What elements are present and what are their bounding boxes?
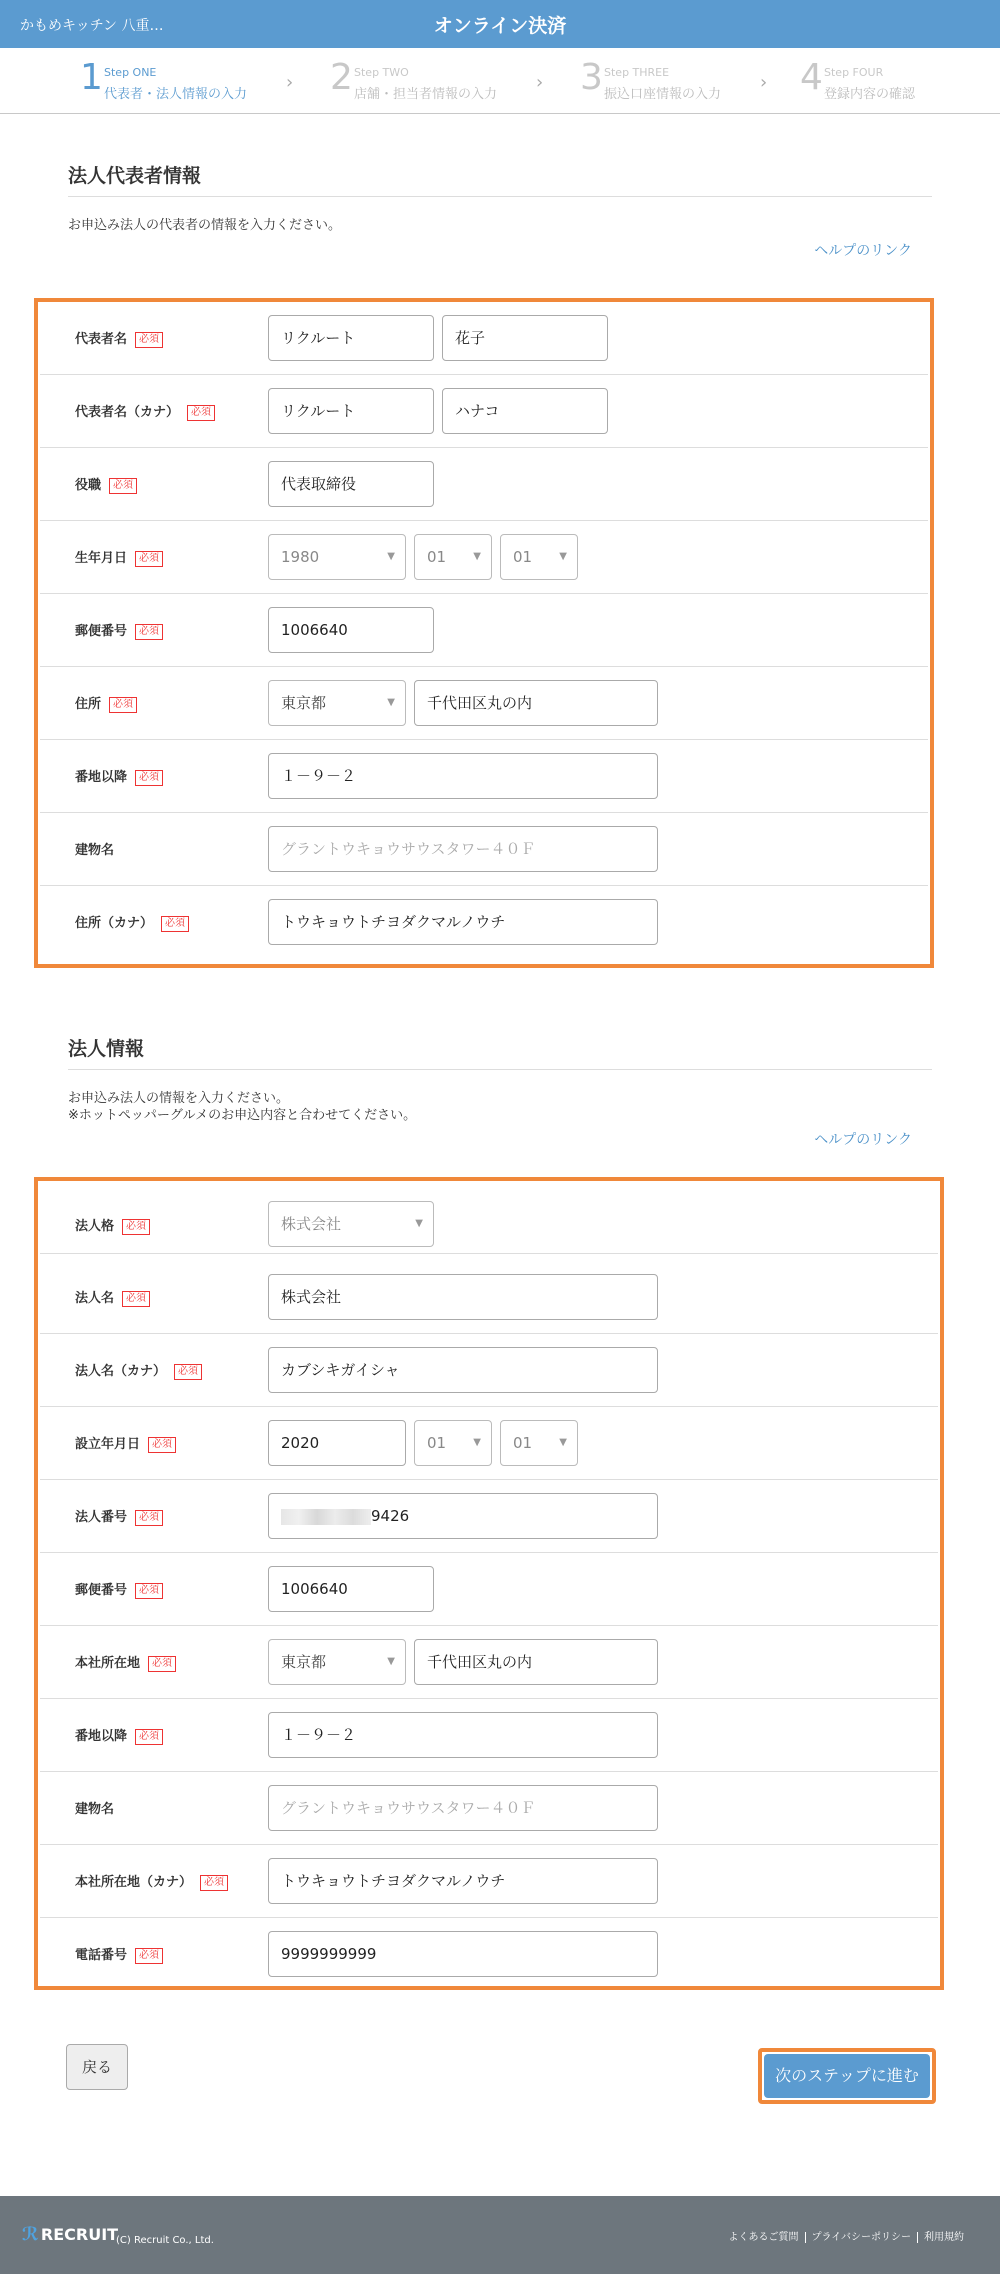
next-button-highlight <box>758 2048 936 2104</box>
required-badge: 必須 <box>174 1364 202 1380</box>
birth-year-select[interactable]: 1980 ▼ <box>268 534 406 580</box>
address-kana-input[interactable]: トウキョウトチヨダクマルノウチ <box>268 899 658 945</box>
required-badge: 必須 <box>135 551 163 567</box>
corp-number-input[interactable]: 9426 <box>268 1493 658 1539</box>
corp-zip-input[interactable]: 1006640 <box>268 1566 434 1612</box>
step-sub: Step TWO <box>354 66 409 79</box>
corp-type-select[interactable]: 株式会社 ▼ <box>268 1201 434 1247</box>
row-corp-type <box>40 1181 938 1254</box>
chevron-down-icon: ▼ <box>387 1656 395 1667</box>
required-badge: 必須 <box>135 1948 163 1964</box>
birth-month-select[interactable]: 01 ▼ <box>414 534 492 580</box>
divider <box>68 1069 932 1070</box>
established-day-select[interactable]: 01 ▼ <box>500 1420 578 1466</box>
first-name-kana-input[interactable]: ハナコ <box>442 388 608 434</box>
field-label: 住所（カナ） 必須 <box>75 912 189 932</box>
back-button[interactable]: 戻る <box>66 2044 128 2090</box>
step-label: 代表者・法人情報の入力 <box>104 87 248 102</box>
building-input[interactable]: グラントウキョウサウスタワー４０Ｆ <box>268 826 658 872</box>
top-bar <box>0 0 1000 48</box>
footer-link-faq[interactable]: よくあるご質問 <box>728 2232 799 2243</box>
field-label: 役職 必須 <box>75 474 137 494</box>
field-label: 本社所在地（カナ） 必須 <box>75 1871 228 1891</box>
row-rep-birth <box>40 521 928 594</box>
step-indicator <box>0 48 1000 114</box>
step-sub: Step ONE <box>104 66 157 79</box>
corp-street-input[interactable]: １－９－２ <box>268 1712 658 1758</box>
phone-input[interactable]: 9999999999 <box>268 1931 658 1977</box>
chevron-down-icon: ▼ <box>387 551 395 562</box>
city-input[interactable]: 千代田区丸の内 <box>414 680 658 726</box>
footer <box>0 2196 1000 2274</box>
field-label: 電話番号 必須 <box>75 1944 163 1964</box>
prefecture-select[interactable]: 東京都 ▼ <box>268 680 406 726</box>
row-rep-zip <box>40 594 928 667</box>
row-corp-established <box>40 1407 938 1480</box>
required-badge: 必須 <box>161 916 189 932</box>
copyright: (C) Recruit Co., Ltd. <box>116 2235 214 2246</box>
required-badge: 必須 <box>135 1583 163 1599</box>
footer-link-terms[interactable]: 利用規約 <box>917 2232 970 2243</box>
step-sub: Step FOUR <box>824 66 884 79</box>
field-label: 生年月日 必須 <box>75 547 163 567</box>
chevron-down-icon: ▼ <box>415 1218 423 1229</box>
first-name-input[interactable]: 花子 <box>442 315 608 361</box>
required-badge: 必須 <box>148 1437 176 1453</box>
position-input[interactable]: 代表取締役 <box>268 461 434 507</box>
established-year-input[interactable]: 2020 <box>268 1420 406 1466</box>
chevron-down-icon: ▼ <box>473 1437 481 1448</box>
row-corp-building <box>40 1772 938 1845</box>
required-badge: 必須 <box>122 1291 150 1307</box>
row-corp-kana <box>40 1334 938 1407</box>
row-corp-number <box>40 1480 938 1553</box>
shop-name: かもめキッチン 八重… <box>20 18 164 34</box>
page-title: オンライン決済 <box>433 15 567 37</box>
required-badge: 必須 <box>200 1875 228 1891</box>
row-corp-address-kana <box>40 1845 938 1918</box>
step-label: 店舗・担当者情報の入力 <box>354 87 498 102</box>
step-number: 1 <box>80 57 103 98</box>
row-corp-address <box>40 1626 938 1699</box>
required-badge: 必須 <box>187 405 215 421</box>
field-label: 建物名 <box>75 1802 115 1817</box>
corp-address-kana-input[interactable]: トウキョウトチヨダクマルノウチ <box>268 1858 658 1904</box>
field-label: 設立年月日 必須 <box>75 1433 176 1453</box>
chevron-down-icon: ▼ <box>473 551 481 562</box>
section-title-corporate: 法人情報 <box>68 1038 145 1060</box>
field-label: 郵便番号 必須 <box>75 620 163 640</box>
field-label: 番地以降 必須 <box>75 766 163 786</box>
redacted-digits <box>281 1509 371 1525</box>
field-label: 法人名 必須 <box>75 1287 150 1307</box>
help-link[interactable]: ヘルプのリンク <box>814 243 912 259</box>
required-badge: 必須 <box>135 1729 163 1745</box>
chevron-right-icon: › <box>286 72 294 93</box>
field-label: 法人番号 必須 <box>75 1506 163 1526</box>
row-rep-kana <box>40 375 928 448</box>
street-input[interactable]: １－９－２ <box>268 753 658 799</box>
field-label: 代表者名（カナ） 必須 <box>75 401 215 421</box>
row-corp-phone <box>40 1918 938 1991</box>
representative-form <box>34 298 934 968</box>
last-name-kana-input[interactable]: リクルート <box>268 388 434 434</box>
chevron-down-icon: ▼ <box>559 551 567 562</box>
required-badge: 必須 <box>135 624 163 640</box>
section-title-representative: 法人代表者情報 <box>68 165 202 187</box>
row-rep-position <box>40 448 928 521</box>
footer-links <box>723 2228 971 2243</box>
field-label: 本社所在地 必須 <box>75 1652 176 1672</box>
section-description: お申込み法人の代表者の情報を入力ください。 <box>68 218 342 233</box>
step-label: 登録内容の確認 <box>824 87 916 102</box>
step-number: 4 <box>800 57 823 98</box>
corp-prefecture-select[interactable]: 東京都 ▼ <box>268 1639 406 1685</box>
row-rep-street <box>40 740 928 813</box>
next-step-button[interactable]: 次のステップに進む <box>764 2054 930 2098</box>
chevron-down-icon: ▼ <box>387 697 395 708</box>
field-label: 住所 必須 <box>75 693 137 713</box>
field-label: 建物名 <box>75 843 115 858</box>
row-rep-building <box>40 813 928 886</box>
field-label: 郵便番号 必須 <box>75 1579 163 1599</box>
last-name-input[interactable]: リクルート <box>268 315 434 361</box>
row-corp-zip <box>40 1553 938 1626</box>
row-rep-name <box>40 302 928 375</box>
chevron-right-icon: › <box>536 72 544 93</box>
required-badge: 必須 <box>135 1510 163 1526</box>
required-badge: 必須 <box>109 478 137 494</box>
step-number: 3 <box>580 57 603 98</box>
row-corp-street <box>40 1699 938 1772</box>
row-corp-name <box>40 1261 938 1334</box>
corp-building-input[interactable]: グラントウキョウサウスタワー４０Ｆ <box>268 1785 658 1831</box>
zip-input[interactable]: 1006640 <box>268 607 434 653</box>
corp-kana-input[interactable]: カブシキガイシャ <box>268 1347 658 1393</box>
divider <box>68 196 932 197</box>
step-label: 振込口座情報の入力 <box>604 87 722 102</box>
chevron-down-icon: ▼ <box>559 1437 567 1448</box>
birth-day-select[interactable]: 01 ▼ <box>500 534 578 580</box>
required-badge: 必須 <box>122 1219 150 1235</box>
step-number: 2 <box>330 57 353 98</box>
corp-name-input[interactable]: 株式会社 <box>268 1274 658 1320</box>
footer-link-privacy[interactable]: プライバシーポリシー <box>805 2232 918 2243</box>
row-rep-address <box>40 667 928 740</box>
field-label: 法人名（カナ） 必須 <box>75 1360 202 1380</box>
corporate-form <box>34 1177 944 1990</box>
recruit-logo: ℛ RECRUIT <box>22 2224 119 2245</box>
field-label: 番地以降 必須 <box>75 1725 163 1745</box>
step-sub: Step THREE <box>604 66 670 79</box>
section-description: お申込み法人の情報を入力ください。 ※ホットペッパーグルメのお申込内容と合わせてください。 <box>68 1091 417 1123</box>
help-link[interactable]: ヘルプのリンク <box>814 1132 912 1148</box>
recruit-logo-icon: ℛ <box>22 2224 39 2245</box>
required-badge: 必須 <box>148 1656 176 1672</box>
corp-city-input[interactable]: 千代田区丸の内 <box>414 1639 658 1685</box>
field-label: 代表者名 必須 <box>75 328 163 348</box>
required-badge: 必須 <box>109 697 137 713</box>
field-label: 法人格 必須 <box>75 1215 150 1235</box>
chevron-right-icon: › <box>760 72 768 93</box>
required-badge: 必須 <box>135 332 163 348</box>
row-rep-address-kana <box>40 886 928 959</box>
established-month-select[interactable]: 01 ▼ <box>414 1420 492 1466</box>
required-badge: 必須 <box>135 770 163 786</box>
